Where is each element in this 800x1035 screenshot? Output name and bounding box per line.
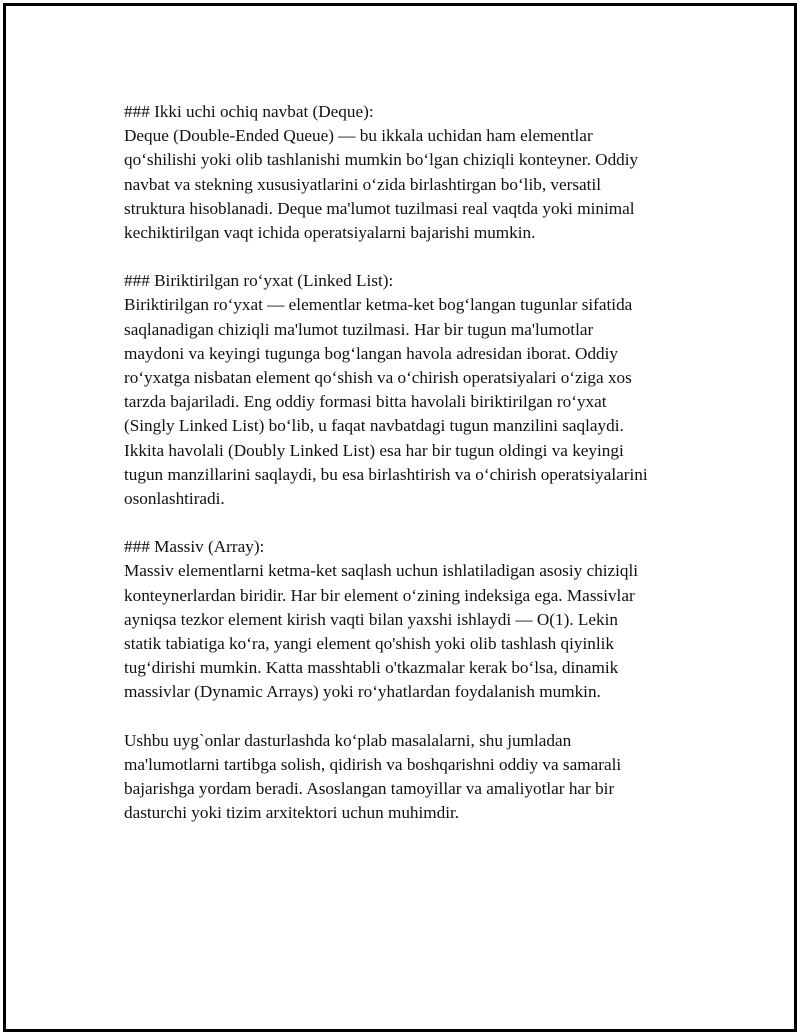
paragraph-line: navbat va stekning xususiyatlarini o‘zida birlashtirgan bo‘lib, versatil (124, 174, 602, 194)
paragraph-line: Deque (Double-Ended Queue) — bu ikkala uchidan ham elementlar (124, 126, 593, 146)
paragraph-line: dasturchi yoki tizim arxitektori uchun muhimdir. (124, 803, 460, 823)
paragraph-line: tugun manzillarini saqlaydi, bu esa birlashtirish va o‘chirish operatsiyalarini (124, 464, 648, 484)
section-heading: ### Biriktirilgan ro‘yxat (Linked List): (124, 271, 394, 291)
paragraph-line: konteynerlardan biridir. Har bir element o‘zining indeksiga ega. Massivlar (124, 585, 635, 605)
paragraph-line: (Singly Linked List) bo‘lib, u faqat navbatdagi tugun manzilini saqlaydi. (124, 416, 624, 436)
paragraph-line: Ikkita havolali (Doubly Linked List) esa har bir tugun oldingi va keyingi (124, 440, 624, 460)
paragraph-line: bajarishga yordam beradi. Asoslangan tamoyillar va amaliyotlar har bir (124, 779, 615, 799)
section-linked-list (124, 269, 699, 511)
page-content (124, 100, 699, 849)
paragraph-line: Massiv elementlarni ketma-ket saqlash uchun ishlatiladigan asosiy chiziqli (124, 561, 639, 581)
paragraph-line: ayniqsa tezkor element kirish vaqti bilan yaxshi ishlaydi — O(1). Lekin (124, 609, 619, 629)
paragraph-line: qo‘shilishi yoki olib tashlanishi mumkin bo‘lgan chiziqli konteyner. Oddiy (124, 150, 639, 170)
section-heading: ### Massiv (Array): (124, 537, 265, 557)
paragraph-line: Ushbu uyg`onlar dasturlashda ko‘plab masalalarni, shu jumladan (124, 730, 572, 750)
paragraph-line: statik tabiatiga ko‘ra, yangi element qo'shish yoki olib tashlash qiyinlik (124, 634, 614, 654)
page-frame (3, 3, 797, 1032)
section-heading: ### Ikki uchi ochiq navbat (Deque): (124, 102, 374, 121)
paragraph-line: tug‘dirishi mumkin. Katta masshtabli o'tkazmalar kerak bo‘lsa, dinamik (124, 658, 619, 678)
paragraph-line: ro‘yxatga nisbatan element qo‘shish va o‘chirish operatsiyalari o‘ziga xos (124, 368, 632, 388)
paragraph-line: ma'lumotlarni tartibga solish, qidirish va boshqarishni oddiy va samarali (124, 754, 622, 774)
paragraph-line: osonlashtiradi. (124, 489, 225, 509)
section-array (124, 535, 699, 704)
paragraph-line: massivlar (Dynamic Arrays) yoki ro‘yhatlardan foydalanish mumkin. (124, 682, 601, 702)
paragraph-line: kechiktirilgan vaqt ichida operatsiyalarni bajarishi mumkin. (124, 223, 536, 243)
section-conclusion (124, 729, 699, 826)
paragraph-line: struktura hisoblanadi. Deque ma'lumot tuzilmasi real vaqtda yoki minimal (124, 198, 635, 218)
paragraph-line: Biriktirilgan ro‘yxat — elementlar ketma-ket bog‘langan tugunlar sifatida (124, 295, 633, 315)
paragraph-line: saqlanadigan chiziqli ma'lumot tuzilmasi. Har bir tugun ma'lumotlar (124, 319, 594, 339)
section-deque (124, 100, 699, 245)
paragraph-line: maydoni va keyingi tugunga bog‘langan havola adresidan iborat. Oddiy (124, 343, 619, 363)
paragraph-line: tarzda bajariladi. Eng oddiy formasi bitta havolali biriktirilgan ro‘yxat (124, 392, 607, 412)
